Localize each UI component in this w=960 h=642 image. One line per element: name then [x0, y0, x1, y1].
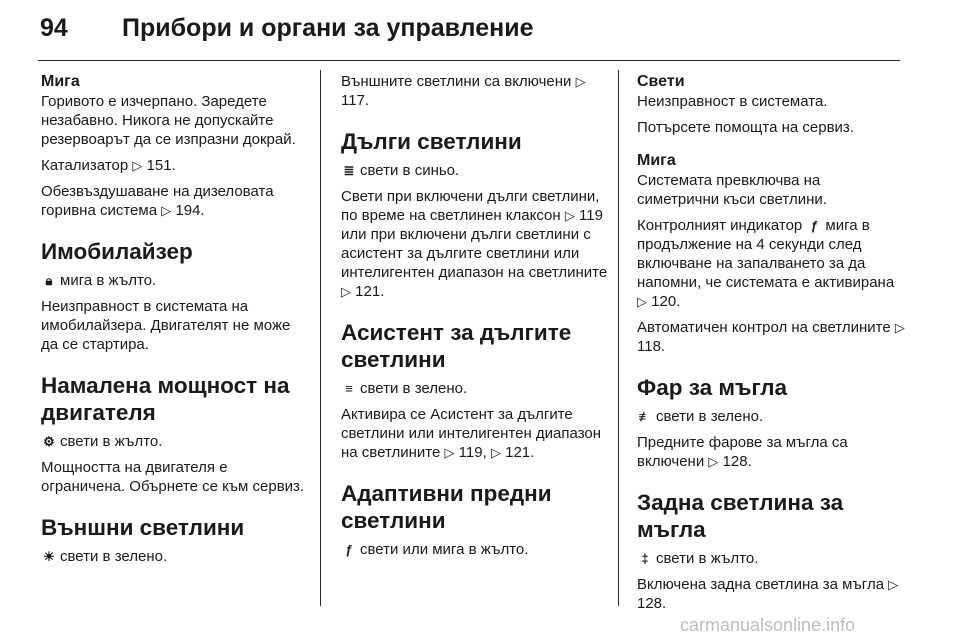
page-ref[interactable]: 121.	[505, 444, 535, 461]
status-text: свети в жълто.	[656, 550, 759, 567]
heading-high-beam-assist: Асистент за дългите светлини	[341, 320, 572, 372]
status-text: мига в жълто.	[60, 272, 157, 289]
text: Външните светлини са включени	[341, 73, 572, 90]
text: или при включени дълги светлини с асистент за дългите светлини или интелигентен диапазон на светлините	[341, 226, 608, 281]
column-divider-1	[320, 70, 321, 606]
paragraph	[41, 156, 309, 175]
paragraph	[637, 549, 905, 568]
page-ref[interactable]: 118.	[637, 338, 666, 355]
arrow-ref-icon: ▷	[490, 445, 501, 460]
arrow-ref-icon: ▷	[132, 158, 143, 173]
rear-fog-icon: ‡	[641, 551, 649, 566]
afl-icon: ƒ	[345, 542, 353, 557]
heading-high-beam: Дълги светлини	[341, 129, 522, 154]
paragraph: Неизправност в системата.	[637, 93, 828, 110]
paragraph	[637, 433, 905, 471]
page-title: Прибори и органи за управление	[122, 14, 534, 42]
watermark: carmanualsonline.info	[680, 615, 856, 635]
paragraph	[341, 405, 609, 462]
text: Автоматичен контрол на светлините	[637, 319, 891, 336]
paragraph	[41, 432, 309, 451]
paragraph	[341, 379, 609, 398]
heading-reduced-power: Намалена мощност на двигателя	[41, 373, 290, 425]
page-ref[interactable]: 119	[579, 207, 603, 224]
paragraph	[341, 72, 609, 110]
paragraph	[637, 407, 905, 426]
arrow-ref-icon: ▷	[564, 208, 575, 223]
header-rule	[38, 60, 900, 61]
text: Включена задна светлина за мъгла	[637, 576, 885, 593]
engine-power-icon: ⚙︎	[43, 434, 55, 449]
page-ref[interactable]: 194.	[175, 202, 205, 219]
heading-fog-light: Фар за мъгла	[637, 375, 788, 400]
text: Катализатор	[41, 157, 129, 174]
column-divider-2	[618, 70, 619, 606]
text: Активира се Асистент за дългите светлини или интелигентен диапазон на светлините	[341, 406, 602, 461]
paragraph: Горивото е изчерпано. Заредете незабавно. Никога не допускайте резервоарът да се изпразни докрай.	[41, 93, 296, 148]
heading-immobilizer: Имобилайзер	[41, 239, 193, 264]
heading-miga: Мига	[41, 73, 80, 90]
paragraph	[41, 182, 309, 220]
status-text: свети в зелено.	[656, 408, 764, 425]
column-3	[637, 72, 905, 620]
arrow-ref-icon: ▷	[575, 74, 586, 89]
page-header	[40, 14, 534, 43]
high-beam-assist-icon: ≡	[345, 381, 353, 396]
paragraph	[41, 547, 309, 566]
afl-icon: ƒ	[810, 218, 819, 233]
page-ref[interactable]: 120.	[651, 293, 681, 310]
arrow-ref-icon: ▷	[161, 203, 172, 218]
arrow-ref-icon: ▷	[894, 320, 905, 335]
paragraph	[637, 318, 905, 356]
status-text: свети в жълто.	[60, 433, 163, 450]
status-text: свети в синьо.	[360, 162, 460, 179]
page-ref[interactable]: 121.	[355, 283, 385, 300]
heading-exterior-lights: Външни светлини	[41, 515, 245, 540]
immobilizer-icon: 🔒︎	[45, 273, 53, 288]
paragraph	[341, 187, 609, 301]
paragraph: Системата превключва на симетрични къси светлини.	[637, 172, 827, 208]
arrow-ref-icon: ▷	[341, 284, 351, 299]
arrow-ref-icon: ▷	[888, 577, 899, 592]
text: Обезвъздушаване на дизеловата горивна система	[41, 183, 274, 219]
arrow-ref-icon: ▷	[444, 445, 455, 460]
paragraph: Мощността на двигателя е ограничена. Обърнете се към сервиз.	[41, 459, 305, 495]
high-beam-icon: ≣	[343, 163, 355, 178]
page-number: 94	[40, 14, 68, 42]
status-text: свети или мига в жълто.	[360, 541, 529, 558]
paragraph	[341, 161, 609, 180]
paragraph	[637, 216, 905, 311]
front-fog-icon: ≢	[638, 409, 652, 424]
paragraph	[41, 271, 309, 290]
text: Свети при включени дълги светлини, по време на светлинен клаксон	[341, 188, 600, 224]
heading-rear-fog-light: Задна светлина за мъгла	[637, 490, 844, 542]
page-ref[interactable]: 128.	[722, 453, 752, 470]
heading-sveti: Свети	[637, 73, 685, 90]
exterior-lights-icon: ☀︎	[43, 549, 55, 564]
text: Предните фарове за мъгла са включени	[637, 434, 848, 470]
page-ref[interactable]: 117.	[341, 92, 370, 109]
heading-adaptive-lights: Адаптивни предни светлини	[341, 481, 552, 533]
column-2	[341, 72, 609, 566]
text: мига в продължение на 4 секунди след включване на запалването за да напомни, че системата е активирана	[637, 217, 895, 291]
paragraph	[341, 540, 609, 559]
arrow-ref-icon: ▷	[637, 294, 647, 309]
heading-miga: Мига	[637, 152, 676, 169]
text: Контролният индикатор	[637, 217, 803, 234]
status-text: свети в зелено.	[360, 380, 468, 397]
paragraph: Потърсете помощта на сервиз.	[637, 119, 854, 136]
paragraph: Неизправност в системата на имобилайзера. Двигателят не може да се стартира.	[41, 298, 291, 353]
paragraph	[637, 575, 905, 613]
page-ref[interactable]: 119,	[458, 444, 487, 461]
page-ref[interactable]: 151.	[146, 157, 176, 174]
status-text: свети в зелено.	[60, 548, 168, 565]
arrow-ref-icon: ▷	[708, 454, 719, 469]
column-1	[41, 72, 309, 573]
page-ref[interactable]: 128.	[637, 595, 667, 612]
